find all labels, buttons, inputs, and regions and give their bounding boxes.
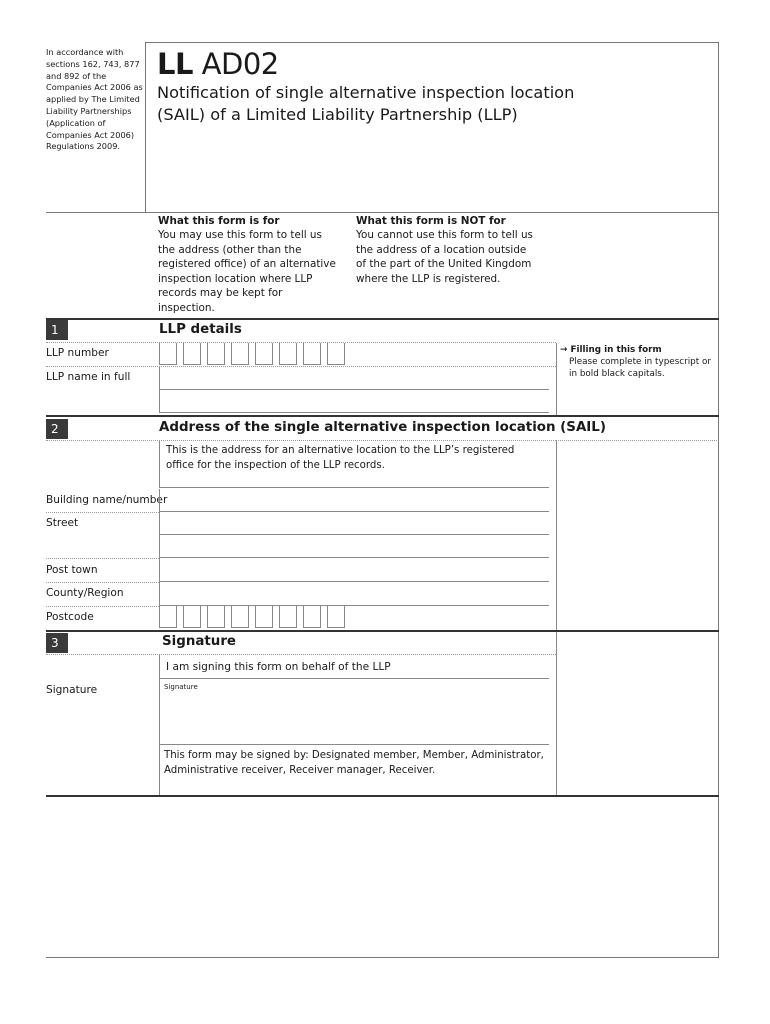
- postcode-label: Postcode: [46, 611, 94, 623]
- digit-box[interactable]: [159, 343, 177, 365]
- building-rule: [46, 512, 159, 513]
- post-town-label: Post town: [46, 564, 98, 576]
- filling-in-note: [560, 345, 715, 380]
- postcode-char-box[interactable]: [183, 606, 201, 628]
- filling-in-text: Please complete in typescript or in bold black capitals.: [569, 356, 712, 379]
- side-rule-2: [556, 440, 719, 441]
- what-form-is-not-for: [356, 214, 536, 286]
- postcode-char-box[interactable]: [255, 606, 273, 628]
- county-rule: [46, 606, 159, 607]
- side-divider-1: [556, 343, 557, 416]
- llp-name-label: LLP name in full: [46, 371, 131, 383]
- street-label: Street: [46, 517, 79, 529]
- signature-box-label: Signature: [164, 683, 198, 691]
- filling-in-heading-text: Filling in this form: [570, 345, 662, 355]
- county-field[interactable]: [159, 582, 549, 606]
- form-code: [157, 44, 279, 84]
- building-field[interactable]: [159, 489, 549, 512]
- signature-label: Signature: [46, 684, 98, 696]
- section-1-bar: [46, 318, 719, 320]
- signature-field[interactable]: [159, 679, 549, 745]
- llp-name-field-2[interactable]: [159, 390, 549, 413]
- building-label: Building name/number: [46, 494, 168, 506]
- section-end-bar: [46, 795, 719, 797]
- signed-by-note: This form may be signed by: Designated member, Member, Administrator, Administrative receiver, Receiver manager, Receiver.: [164, 750, 544, 776]
- postcode-char-box[interactable]: [231, 606, 249, 628]
- section-1-number: 1: [46, 320, 68, 340]
- postcode-input[interactable]: [159, 606, 351, 628]
- post-town-field[interactable]: [159, 558, 549, 582]
- section-2-title: Address of the single alternative inspection location (SAIL): [159, 420, 606, 435]
- header-rule: [46, 212, 719, 213]
- street-rule: [46, 558, 159, 559]
- postcode-char-box[interactable]: [303, 606, 321, 628]
- postcode-char-box[interactable]: [207, 606, 225, 628]
- filling-in-heading: [560, 345, 715, 357]
- for-text: You may use this form to tell us the address (other than the registered office) of an alternative inspection location where LLP records may be kept for inspection.: [158, 229, 336, 314]
- digit-box[interactable]: [327, 343, 345, 365]
- postcode-char-box[interactable]: [327, 606, 345, 628]
- section-2-bar: [46, 415, 719, 417]
- section-2-number: 2: [46, 419, 68, 439]
- arrow-right-icon: →: [560, 345, 568, 355]
- digit-box[interactable]: [279, 343, 297, 365]
- digit-box[interactable]: [255, 343, 273, 365]
- county-label: County/Region: [46, 587, 124, 599]
- post-town-rule: [46, 582, 159, 583]
- legal-reference: In accordance with sections 162, 743, 877 and 892 of the Companies Act 2006 as applied by The Limited Liability Partnerships (Application of Companies Act 2006) Regulations 2009.: [46, 47, 143, 152]
- section-3-number: 3: [46, 633, 68, 653]
- section-3-bar: [46, 630, 719, 632]
- form-title: Notification of single alternative inspection location (SAIL) of a Limited Liability Partnership (LLP): [157, 83, 575, 124]
- section-3-title: Signature: [162, 634, 237, 649]
- llp-number-label: LLP number: [46, 347, 109, 359]
- digit-box[interactable]: [183, 343, 201, 365]
- what-form-is-for: [158, 214, 338, 316]
- section-1-title: LLP details: [159, 322, 242, 337]
- digit-box[interactable]: [207, 343, 225, 365]
- llp-number-input[interactable]: [159, 343, 351, 365]
- digit-box[interactable]: [303, 343, 321, 365]
- behalf-statement: I am signing this form on behalf of the LLP: [166, 661, 391, 673]
- side-divider-2: [556, 440, 557, 630]
- title-divider: [145, 42, 146, 212]
- postcode-char-box[interactable]: [159, 606, 177, 628]
- sail-note: This is the address for an alternative location to the LLP’s registered office for the inspection of the LLP records.: [166, 445, 515, 471]
- for-heading: What this form is for: [158, 215, 280, 227]
- llp-name-field-1[interactable]: [159, 367, 549, 390]
- not-for-text: You cannot use this form to tell us the address of a location outside of the part of the United Kingdom where the LLP is registered.: [356, 229, 533, 285]
- not-for-heading: What this form is NOT for: [356, 215, 506, 227]
- street-field-2[interactable]: [159, 535, 549, 558]
- digit-box[interactable]: [231, 343, 249, 365]
- street-field-1[interactable]: [159, 512, 549, 535]
- form-code-prefix: LL: [157, 47, 193, 81]
- side-divider-3: [556, 632, 557, 795]
- postcode-char-box[interactable]: [279, 606, 297, 628]
- form-code-suffix: AD02: [192, 47, 279, 81]
- top-rule: [145, 42, 719, 43]
